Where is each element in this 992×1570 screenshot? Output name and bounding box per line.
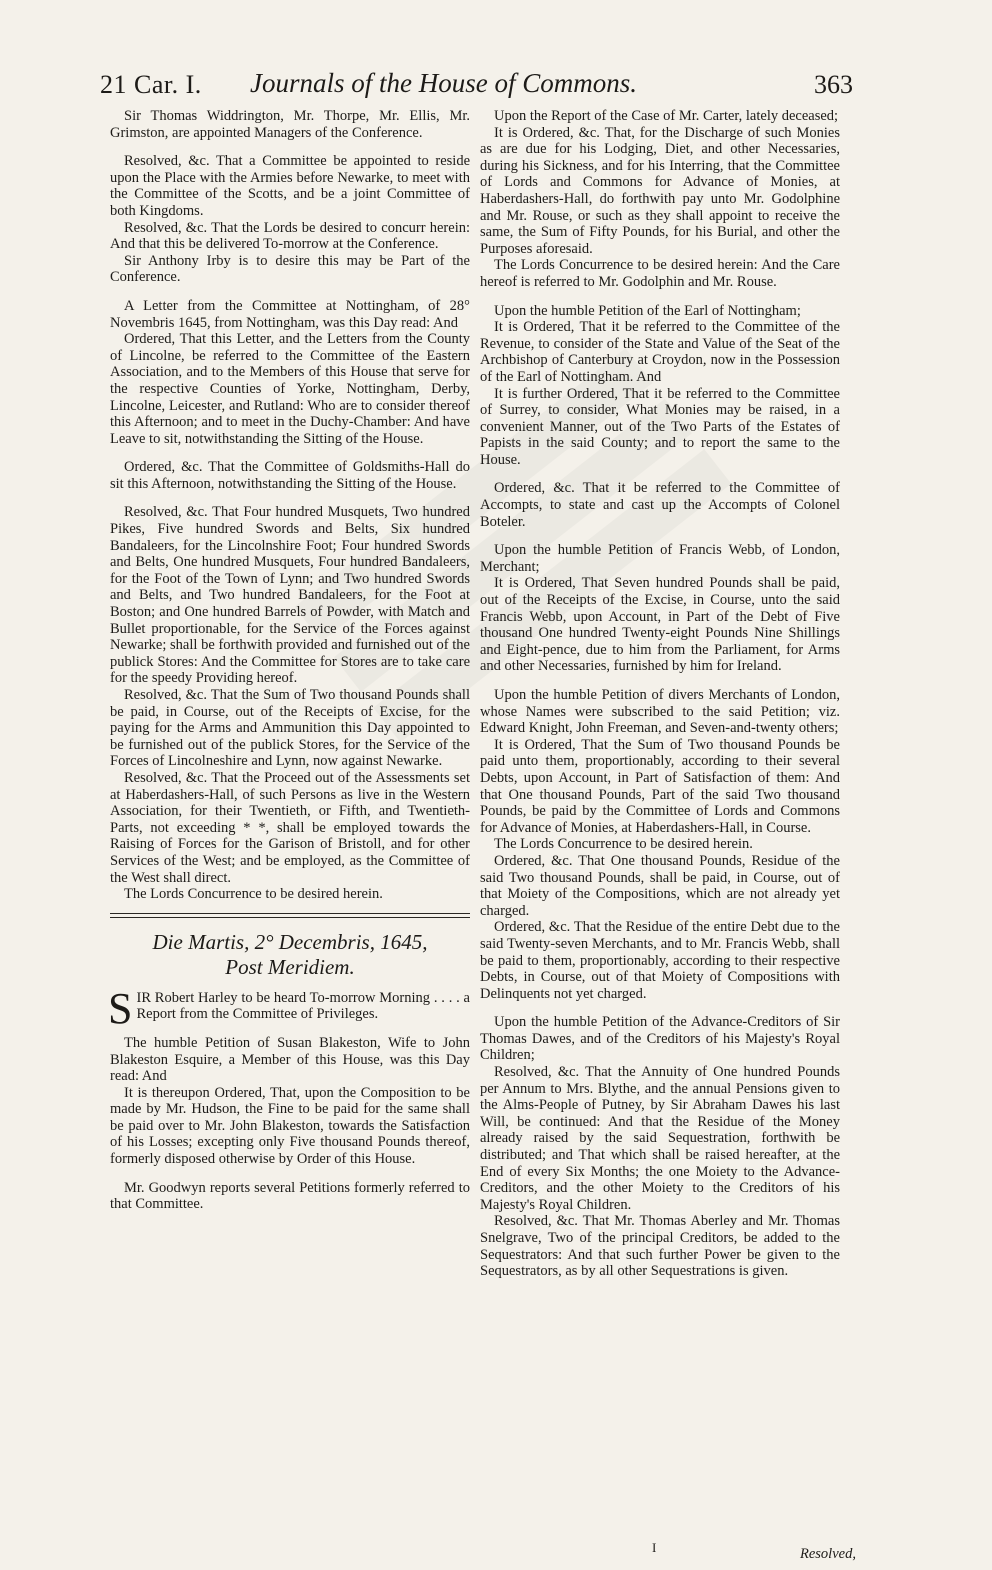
entry-paragraph: Ordered, &c. That the Residue of the entire Debt due to the said Twenty-seven Merchants, and to Mr. Francis Webb, shall be paid to them, proportionably, according to their respective Debts, in Course, out of that Moiety of Compositions with Delinquents not yet charged. <box>480 919 840 1002</box>
page-header <box>100 66 853 106</box>
entry-paragraph: Resolved, &c. That Mr. Thomas Aberley and Mr. Thomas Snelgrave, Two of the principal Creditors, be added to the Sequestrators: And that such further Power be given to the Sequestrators, as by all other Sequestrations is given. <box>480 1213 840 1280</box>
entry-paragraph: Ordered, &c. That it be referred to the Committee of Accompts, to state and cast up the Accompts of Colonel Boteler. <box>480 480 840 530</box>
entry-paragraph: The Lords Concurrence to be desired herein. <box>494 836 753 853</box>
entry-paragraph: Upon the humble Petition of the Earl of Nottingham; <box>494 302 801 319</box>
section-divider-thin <box>110 917 470 918</box>
entry-paragraph: IR Robert Harley to be heard To-morrow Morning . . . . a Report from the Committee of Privileges. <box>136 989 470 1023</box>
entry-paragraph: It is Ordered, That the Sum of Two thousand Pounds be paid unto them, proportionably, according to their several Debts, upon Account, in Part of Satisfaction of them: And that One thousand Pounds, Part of the said Two thousand Pounds, be paid by the Committee of Lords and Commons for Advance of Monies, at Haberdashers-Hall, in Course. <box>480 736 840 836</box>
entry-paragraph: A Letter from the Committee at Nottingham, of 28° Novembris 1645, from Nottingham, was this Day read: And <box>110 297 470 331</box>
dateline-session: Post Meridiem. <box>225 954 355 979</box>
right-column <box>480 108 840 1280</box>
entry-paragraph: Ordered, That this Letter, and the Letters from the County of Lincolne, be referred to the Committee of the Eastern Association, and to the Members of this House that serve for the respective Counties of Yorke, Nottingham, Derby, Lincolne, Leicester, and Rutland: Who are to consider thereof this Afternoon; and to meet in the Duchy-Chamber: And have Leave to sit, notwithstanding the Sitting of the House. <box>110 331 470 447</box>
sitting-dateline <box>110 930 470 980</box>
entry-paragraph: Resolved, &c. That the Proceed out of the Assessments set at Haberdashers-Hall, of such Persons as live in the Western Association, for their Twentieth, or Fifth, and Twentieth-Parts, not exceeding * *, shall be employed towards the Raising of Forces for the Garison of Bristoll, and for other Services of the West; and be employed, as the Committee of the West shall direct. <box>110 769 470 886</box>
entry-paragraph: Upon the humble Petition of Francis Webb, of London, Merchant; <box>480 542 840 575</box>
entry-paragraph: The humble Petition of Susan Blakeston, Wife to John Blakeston Esquire, a Member of this House, was this Day read: And <box>110 1034 470 1085</box>
entry-paragraph: The Lords Concurrence to be desired herein. <box>124 886 383 903</box>
entry-paragraph: Upon the humble Petition of the Advance-Creditors of Sir Thomas Dawes, and of the Creditors of his Majesty's Royal Children; <box>480 1014 840 1064</box>
entry-paragraph: Mr. Goodwyn reports several Petitions formerly referred to that Committee. <box>110 1179 470 1213</box>
entry-paragraph: Resolved, &c. That Four hundred Musquets, Two hundred Pikes, Five hundred Swords and Belts, Six hundred Bandaleers, for the Lincolnshire Foot; Four hundred Swords and Belts, One hundred Musquets, Four hundred Bandaleers, for the Foot of the Town of Lynn; and Two hundred Swords and Belts, and Two hundred Bandaleers, for the Foot at Boston; and One hundred Barrels of Powder, with Match and Bullet proportionable, for the Service of the Forces against Newarke; shall be forthwith provided and furnished out of the publick Stores: And the Committee for Stores are to take care for the speedy Providing hereof. <box>110 504 470 687</box>
page-number: 363 <box>814 70 853 99</box>
entry-paragraph: Sir Anthony Irby is to desire this may be Part of the Conference. <box>110 252 470 286</box>
entry-paragraph: Upon the humble Petition of divers Merchants of London, whose Names were subscribed to the said Petition; viz. Edward Knight, John Freeman, and Seven-and-twenty others; <box>480 687 840 737</box>
entry-paragraph: Resolved, &c. That the Sum of Two thousand Pounds shall be paid, in Course, out of the Receipts of Excise, for the paying for the Arms and Ammunition this Day appointed to be furnished out of the publick Stores, for the Service of the Forces of Lincolneshire and Lynn, now against Newarke. <box>110 687 470 770</box>
entry-paragraph: It is Ordered, That Seven hundred Pounds shall be paid, out of the Receipts of the Excise, in Course, unto the said Francis Webb, upon Account, in Part of the Debt of Five thousand One hundred Twenty-eight Pounds Nine Shillings and Eight-pence, due to him from the Parliament, for Arms and other Necessaries, furnished by him for Ireland. <box>480 575 840 675</box>
entry-paragraph: Upon the Report of the Case of Mr. Carter, lately deceased; <box>494 108 839 124</box>
opening-entry <box>108 983 470 1033</box>
journal-title: Journals of the House of Commons. <box>250 68 637 98</box>
entry-paragraph: Ordered, &c. That the Committee of Goldsmiths-Hall do sit this Afternoon, notwithstanding the Sitting of the House. <box>110 459 470 492</box>
entry-paragraph: Resolved, &c. That a Committee be appointed to reside upon the Place with the Armies before Newarke, to meet with the Committee of the Scotts, and be a joint Committee of both Kingdoms. <box>110 153 470 219</box>
regnal-year: 21 Car. I. <box>100 70 202 99</box>
entry-paragraph: It is Ordered, That it be referred to the Committee of the Revenue, to consider of the State and Value of the Seat of the Archbishop of Canterbury at Croydon, now in the Possession of the Earl of Nottingham. And <box>480 319 840 385</box>
entry-paragraph: The Lords Concurrence to be desired herein: And the Care hereof is referred to Mr. Godolphin and Mr. Rouse. <box>480 257 840 290</box>
dateline-day: Die Martis, 2° Decembris, 1645, <box>152 929 428 954</box>
entry-paragraph: Sir Thomas Widdrington, Mr. Thorpe, Mr. Ellis, Mr. Grimston, are appointed Managers of the Conference. <box>110 108 470 141</box>
entry-paragraph: It is thereupon Ordered, That, upon the Composition to be made by Mr. Hudson, the Fine to be paid for the same shall be paid over to Mr. John Blakeston, towards the Satisfaction of his Losses; excepting only Five thousand Pounds thereof, formerly disposed otherwise by Order of this House. <box>110 1084 470 1168</box>
entry-paragraph: It is further Ordered, That it be referred to the Committee of Surrey, to consider, What Monies may be raised, in a convenient Manner, out of the Two Parts of the Estates of Papists in the said County; and to report the same to the House. <box>480 385 840 468</box>
catchword: Resolved, <box>800 1546 856 1562</box>
left-column <box>110 108 470 1213</box>
entry-paragraph: Resolved, &c. That the Annuity of One hundred Pounds per Annum to Mrs. Blythe, and the annual Pensions given to the Alms-People of Putney, by Sir Abraham Dawes his last Will, be continued: And that the Residue of the Money already raised by the said Sequestration, forthwith be distributed; and That which shall be raised hereafter, at the End of every Six Months; the one Moiety to the Advance-Creditors, and the other Moiety to the Creditors of his Majesty's Royal Children. <box>480 1064 840 1213</box>
section-divider <box>110 913 470 914</box>
entry-paragraph: Ordered, &c. That One thousand Pounds, Residue of the said Two thousand Pounds, shall be paid, in Course, out of that Moiety of the Compositions, which are not already yet charged. <box>480 852 840 919</box>
signature-mark: I <box>652 1540 657 1555</box>
entry-paragraph: It is Ordered, &c. That, for the Discharge of such Monies as are due for his Lodging, Diet, and other Necessaries, during his Sickness, and for his Interring, that the Committee of Lords and Commons for Advance of Monies, at Haberdashers-Hall, do forthwith pay unto Mr. Godolphine and Mr. Rouse, or such as they shall appoint to receive the same, the Sum of Fifty Pounds, for his Burial, and other the Purposes aforesaid. <box>480 124 840 257</box>
drop-cap: S <box>108 983 133 1033</box>
entry-paragraph: Resolved, &c. That the Lords be desired to concurr herein: And that this be delivered To-morrow at the Conference. <box>110 219 470 253</box>
